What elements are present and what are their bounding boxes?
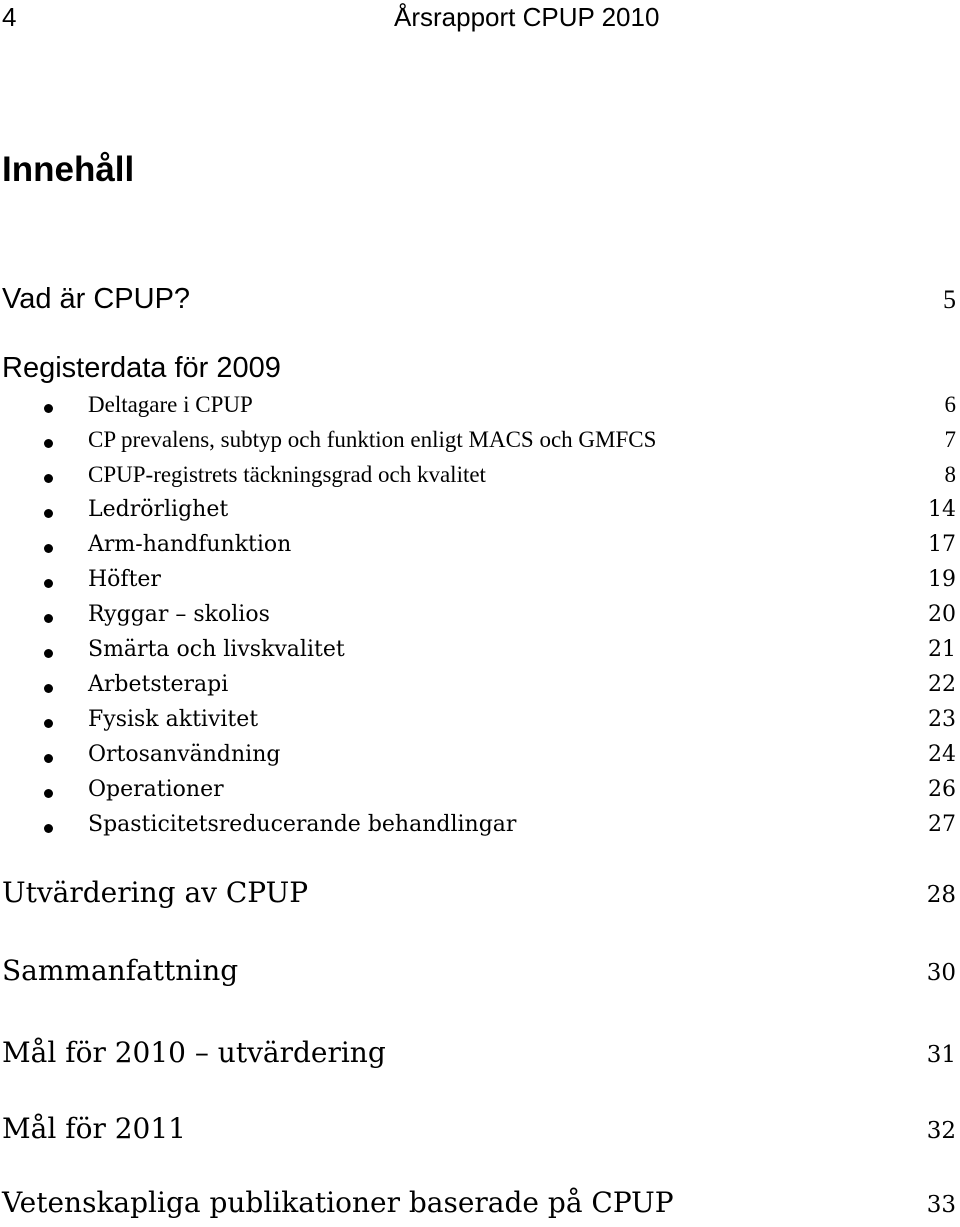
bullet-icon [44, 474, 53, 483]
toc-entry-page: 5 [943, 285, 956, 314]
bullet-icon [44, 824, 53, 833]
toc-entry-registerdata[interactable] [2, 352, 956, 385]
toc-subentry[interactable] [88, 707, 956, 732]
toc-subentry-label: Operationer [88, 777, 224, 802]
bullet-icon [44, 789, 53, 798]
header-title: Årsrapport CPUP 2010 [394, 2, 660, 32]
toc-entry-label: Vetenskapliga publikationer baserade på CPUP [2, 1186, 674, 1219]
toc-subentry[interactable] [88, 567, 956, 592]
toc-subentry-page: 17 [928, 532, 956, 557]
bullet-icon [44, 684, 53, 693]
toc-subentry[interactable] [88, 777, 956, 802]
toc-subentry[interactable] [88, 392, 956, 418]
toc-subentry-page: 14 [928, 497, 956, 522]
bullet-icon [44, 649, 53, 658]
toc-subentry-page: 22 [928, 672, 956, 697]
toc-subentry-label: Fysisk aktivitet [88, 707, 259, 732]
toc-entry-page: 28 [926, 882, 956, 908]
bullet-icon [44, 544, 53, 553]
toc-subentry-label: Ortosanvändning [88, 742, 281, 767]
toc-entry-label: Mål för 2011 [2, 1112, 186, 1145]
toc-entry-vetenskapliga[interactable] [2, 1186, 956, 1219]
toc-entry-page: 32 [926, 1118, 956, 1144]
toc-subentry[interactable] [88, 497, 956, 522]
toc-subentry-page: 26 [928, 777, 956, 802]
toc-subentry-page: 6 [944, 392, 956, 417]
toc-entry-page: 33 [926, 1192, 956, 1218]
toc-subentry-page: 27 [928, 812, 956, 837]
toc-subentry-page: 24 [928, 742, 956, 767]
toc-subentry[interactable] [88, 637, 956, 662]
toc-subentry-label: Arm-handfunktion [88, 532, 292, 557]
toc-subentry[interactable] [88, 742, 956, 767]
bullet-icon [44, 754, 53, 763]
bullet-icon [44, 614, 53, 623]
toc-entry-label: Registerdata för 2009 [2, 352, 281, 384]
toc-subentry-page: 21 [928, 637, 956, 662]
toc-subentry-label: Smärta och livskvalitet [88, 637, 345, 662]
toc-entry-vad-ar-cpup[interactable] [2, 283, 956, 316]
toc-subentry-page: 7 [944, 427, 956, 452]
toc-subentry[interactable] [88, 602, 956, 627]
toc-entry-page: 31 [926, 1042, 956, 1068]
toc-heading: Innehåll [2, 150, 135, 189]
toc-subentry-label: Höfter [88, 567, 161, 592]
toc-subentry-page: 19 [928, 567, 956, 592]
toc-entry-label: Mål för 2010 – utvärdering [2, 1036, 386, 1069]
bullet-icon [44, 404, 53, 413]
toc-entry-mal-2011[interactable] [2, 1112, 956, 1145]
toc-entry-label: Utvärdering av CPUP [2, 876, 309, 909]
toc-subentry-label: Ryggar – skolios [88, 602, 270, 627]
toc-entry-label: Vad är CPUP? [2, 283, 191, 315]
toc-subentry-label: Deltagare i CPUP [88, 392, 253, 417]
toc-subentry[interactable] [88, 672, 956, 697]
toc-entry-utvardering[interactable] [2, 876, 956, 909]
toc-subentry[interactable] [88, 427, 956, 453]
toc-subentry-label: Arbetsterapi [88, 672, 229, 697]
bullet-icon [44, 579, 53, 588]
toc-subentry-label: Ledrörlighet [88, 497, 229, 522]
toc-entry-sammanfattning[interactable] [2, 954, 956, 987]
toc-entry-label: Sammanfattning [2, 954, 239, 987]
toc-subentry-page: 8 [944, 462, 956, 487]
toc-entry-page: 30 [926, 960, 956, 986]
bullet-icon [44, 719, 53, 728]
bullet-icon [44, 439, 53, 448]
toc-subentry-page: 23 [928, 707, 956, 732]
header-page-number: 4 [2, 2, 17, 32]
toc-subentry-label: Spasticitetsreducerande behandlingar [88, 812, 517, 837]
toc-subentry[interactable] [88, 532, 956, 557]
toc-subentry-label: CP prevalens, subtyp och funktion enligt MACS och GMFCS [88, 427, 657, 452]
toc-subentry-label: CPUP-registrets täckningsgrad och kvalitet [88, 462, 486, 487]
bullet-icon [44, 509, 53, 518]
toc-subentry-page: 20 [928, 602, 956, 627]
toc-subentry[interactable] [88, 812, 956, 837]
toc-subentry[interactable] [88, 462, 956, 488]
toc-entry-mal-2010[interactable] [2, 1036, 956, 1069]
